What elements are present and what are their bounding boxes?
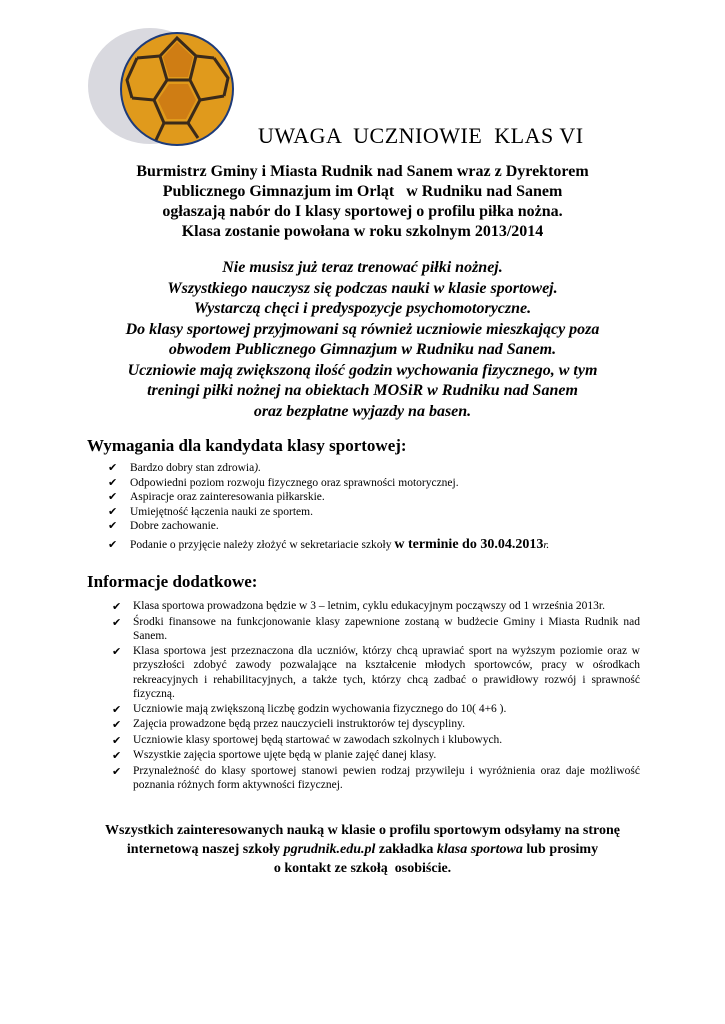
check-icon: ✔: [108, 504, 118, 518]
list-item: ✔ Aspiracje oraz zainteresowania piłkarskie.: [108, 490, 325, 504]
highlight-line: Wszystkiego nauczysz się podczas nauki w klasie sportowej.: [167, 279, 558, 297]
list-item: ✔ Zajęcia prowadzone będą przez nauczycieli instruktorów tej dyscypliny.: [112, 718, 465, 731]
check-icon: ✔: [108, 490, 118, 504]
check-icon: ✔: [112, 600, 122, 613]
check-icon: ✔: [112, 702, 122, 716]
announcement-line: ogłaszają nabór do I klasy sportowej o profilu piłka nożna.: [162, 203, 563, 220]
check-icon: ✔: [108, 538, 118, 552]
footer-line: internetową naszej szkoły pgrudnik.edu.pl zakładka klasa sportowa lub prosimy: [126, 842, 599, 857]
check-icon: ✔: [112, 644, 122, 658]
highlight-line: Nie musisz już teraz trenować piłki nożnej.: [222, 259, 503, 276]
highlight-line: obwodem Publicznego Gimnazjum w Rudniku nad Sanem.: [168, 341, 557, 358]
list-item: ✔ Odpowiedni poziom rozwoju fizycznego oraz sprawności motorycznej.: [108, 475, 459, 489]
check-icon: ✔: [112, 718, 122, 731]
announcement-line: Publicznego Gimnazjum im Orląt w Rudniku nad Sanem: [162, 183, 563, 200]
check-icon: ✔: [108, 461, 118, 474]
highlights: [60, 258, 665, 422]
check-icon: ✔: [112, 764, 122, 778]
list-item: ✔ Uczniowie mają zwiększoną liczbę godzin wychowania fizycznego do 10( 4+6 ).: [112, 702, 507, 716]
list-item: ✔ Umiejętność łączenia nauki ze sportem.: [108, 504, 313, 518]
tab-name: klasa sportowa: [436, 842, 523, 857]
announcement-line: Burmistrz Gminy i Miasta Rudnik nad Sanem wraz z Dyrektorem: [136, 163, 589, 180]
footer-line: o kontakt ze szkołą osobiście.: [273, 861, 452, 876]
check-icon: ✔: [112, 615, 122, 629]
check-icon: ✔: [108, 475, 118, 489]
list-item: ✔ Środki finansowe na funkcjonowanie klasy zapewnione zostaną w budżecie Gminy i Miasta Rudnik nad Sanem.: [112, 615, 640, 642]
highlight-line: oraz bezpłatne wyjazdy na basen.: [253, 402, 472, 420]
announcement: [60, 162, 665, 242]
list-item: ✔ Klasa sportowa jest przeznaczona dla uczniów, którzy chcą uprawiać sport na wyższym poziomie oraz w przyszłości zdobyć zawody pozwalające na kształcenie młodych sportowców, pracy w ośrodkach rekreacyjnych i rehabilitacyjnych, a także tych, którzy chcą zadbać o prawidłowy rozwój i sprawność fizyczną.: [112, 644, 640, 700]
footer: [40, 821, 685, 878]
highlight-line: Wystarczą chęci i predyspozycje psychomotoryczne.: [193, 300, 532, 317]
requirements-heading: Wymagania dla kandydata klasy sportowej:: [87, 436, 407, 455]
highlight-line: treningi piłki nożnej na obiektach MOSiR w Rudniku nad Sanem: [147, 382, 578, 399]
requirements-list: [108, 461, 668, 556]
info-heading: Informacje dodatkowe:: [87, 572, 258, 591]
page-title: UWAGA UCZNIOWIE KLAS VI: [258, 123, 584, 148]
check-icon: ✔: [108, 519, 118, 533]
announcement-line: Klasa zostanie powołana w roku szkolnym 2013/2014: [181, 223, 544, 240]
highlight-line: Uczniowie mają zwiększoną ilość godzin wychowania fizycznego, w tym: [127, 361, 598, 379]
info-list: [112, 599, 640, 793]
list-item: ✔ Przynależność do klasy sportowej stanowi pewien rodzaj przywileju i wyróżnienia oraz daje możliwość poznania różnych form aktywności fizycznej.: [112, 764, 640, 791]
footer-line: Wszystkich zainteresowanych nauką w klasie o profilu sportowym odsyłamy na stronę: [105, 823, 620, 838]
list-item: ✔ Klasa sportowa prowadzona będzie w 3 – letnim, cyklu edukacyjnym począwszy od 1 września 2013r.: [112, 600, 605, 613]
deadline: w terminie do 30.04.2013: [394, 536, 544, 552]
list-item: ✔ Dobre zachowanie.: [108, 519, 219, 533]
website-link[interactable]: pgrudnik.edu.pl: [283, 842, 376, 857]
highlight-line: Do klasy sportowej przyjmowani są również uczniowie mieszkający poza: [125, 320, 600, 338]
check-icon: ✔: [112, 733, 122, 747]
list-item: ✔ Wszystkie zajęcia sportowe ujęte będą w planie zajęć danej klasy.: [112, 749, 437, 762]
list-item: ✔ Bardzo dobry stan zdrowia ).: [108, 461, 261, 474]
football-icon: [82, 28, 242, 148]
check-icon: ✔: [112, 749, 122, 762]
list-item: ✔ Uczniowie klasy sportowej będą startować w zawodach szkolnych i klubowych.: [112, 733, 503, 747]
list-item: ✔ Podanie o przyjęcie należy złożyć w sekretariacie szkoły w terminie do 30.04.2013 r.: [108, 536, 550, 552]
